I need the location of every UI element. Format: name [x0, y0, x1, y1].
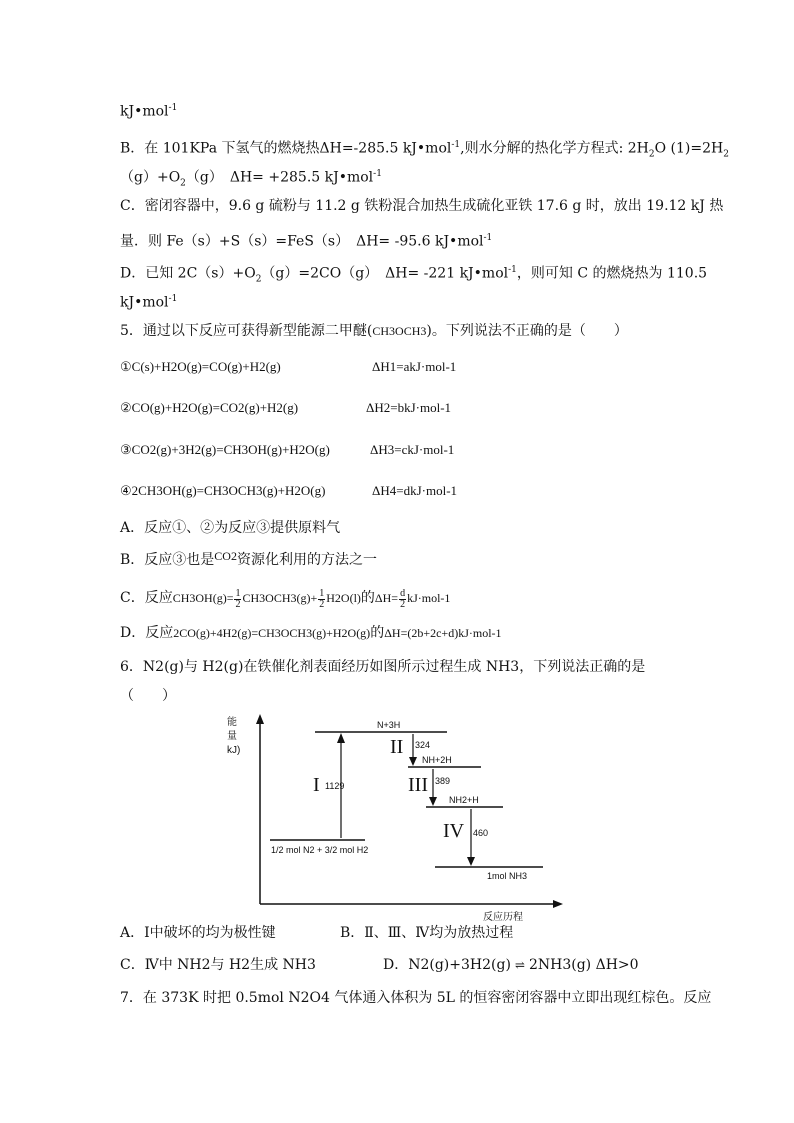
level-label-n-3h: N+3H — [377, 720, 401, 730]
q4-option-c-line1: C．密闭容器中，9.6 g 硫粉与 11.2 g 铁粉混合加热生成硫化亚铁 17.6 g 时，放出 19.12 kJ 热 — [120, 198, 724, 214]
energy-diagram — [225, 712, 565, 923]
q4-option-c-line2: 量．则 Fe（s）+S（s）=FeS（s） ΔH= -95.6 kJ•mol$^{-1}$ — [120, 233, 493, 250]
level-label-nh2-h: NH2+H — [449, 795, 479, 805]
q6-stem: 6．N2(g)与 H2(g)在铁催化剂表面经历如图所示过程生成 NH3，下列说法正确的是 — [120, 659, 646, 675]
reversible-arrow-icon: ⇌ — [514, 958, 525, 972]
q5-option-b: B．反应③也是CO2资源化利用的方法之一 — [120, 549, 377, 568]
y-axis-arrowhead — [256, 714, 264, 724]
q4-option-b-line2: $(g)+O_2(g)$ ΔH= +285.5 kJ•mol$^{-1}$ — [120, 169, 382, 189]
level-label-nh3: 1mol NH3 — [487, 871, 528, 881]
q6-option-d: D．N2(g)+3H2(g) ⇌ 2NH3(g) ΔH>0 — [383, 957, 639, 973]
x-axis-label: 反应历程 — [483, 912, 523, 923]
q6-option-c: C．Ⅳ中 NH2与 H2生成 NH3 — [120, 957, 316, 973]
step-2-numeral: II — [390, 736, 404, 758]
q5-stem: 5．通过以下反应可获得新型能源二甲醚(CH3OCH3)。下列说法不正确的是（ ） — [120, 323, 628, 339]
q4-option-b-line1: B．在 101KPa 下氢气的燃烧热ΔH=-285.5 kJ•mol$^{-1}$,则水分解的热化学方程式: $2H_2O$ $(1)=2H_2$ — [120, 140, 729, 160]
q4-option-d-line1: D．已知 $2C(s)+O_2(g)=2CO(g)$ ΔH= -221 kJ•mol$^{-1}$，则可知 C 的燃烧热为 110.5 — [120, 265, 708, 285]
step-1-arrowhead — [337, 733, 345, 743]
step-4-value: 460 — [473, 828, 489, 838]
step-4-numeral: IV — [443, 820, 465, 842]
q5-reaction-3: ③CO2(g)+3H2(g)=CH3OH(g)+H2O(g) ΔH3=ckJ·mol-1 — [120, 442, 455, 457]
q5-option-d: D．反应2CO(g)+4H2(g)=CH3OCH3(g)+H2O(g)的ΔH=(2b+2c+d)kJ·mol-1 — [120, 625, 502, 641]
step-1-numeral: I — [313, 774, 320, 796]
q6-answer-blank: （ ） — [120, 688, 176, 704]
q6-option-b: B．Ⅱ、Ⅲ、Ⅳ均为放热过程 — [340, 925, 514, 941]
step-2-value: 324 — [415, 740, 431, 750]
step-1-value: 1129 — [325, 781, 345, 791]
q4-top-unit: kJ•mol$^{-1}$ — [120, 103, 178, 120]
q4-option-d-line2: kJ•mol$^{-1}$ — [120, 294, 178, 311]
step-3-numeral: III — [408, 774, 428, 796]
step-4-arrowhead — [467, 857, 475, 866]
q7-stem: 7．在 373K 时把 0.5mol N2O4 气体通入体积为 5L 的恒容密闭容器中立即出现红棕色。反应 — [120, 990, 712, 1006]
q5-reaction-1: ①C(s)+H2O(g)=CO(g)+H2(g) ΔH1=akJ·mol-1 — [120, 359, 457, 374]
step-2-arrowhead — [409, 757, 417, 766]
q5-reaction-4: ④2CH3OH(g)=CH3OCH3(g)+H2O(g) ΔH4=dkJ·mol-1 — [120, 483, 458, 498]
step-3-arrowhead — [429, 797, 437, 806]
level-label-nh-2h: NH+2H — [422, 755, 452, 765]
q5-option-c: C．反应CH3OH(g)= $\frac{1}{2}$ CH3OCH3(g)+ $\frac{1}{2}$ H2O(l)的ΔH= $\frac{d}{2}$ kJ·mol-1 — [120, 587, 451, 610]
q5-option-a: A．反应①、②为反应③提供原料气 — [120, 520, 341, 536]
q5-reaction-2: ②CO(g)+H2O(g)=CO2(g)+H2(g) ΔH2=bkJ·mol-1 — [120, 400, 452, 415]
q6-option-a: A．Ⅰ中破坏的均为极性键 — [120, 925, 276, 941]
level-label-start: 1/2 mol N2 + 3/2 mol H2 — [271, 845, 369, 855]
y-axis-label: 能量kJ) — [227, 717, 241, 756]
step-3-value: 389 — [435, 776, 451, 786]
x-axis-arrowhead — [553, 900, 563, 908]
